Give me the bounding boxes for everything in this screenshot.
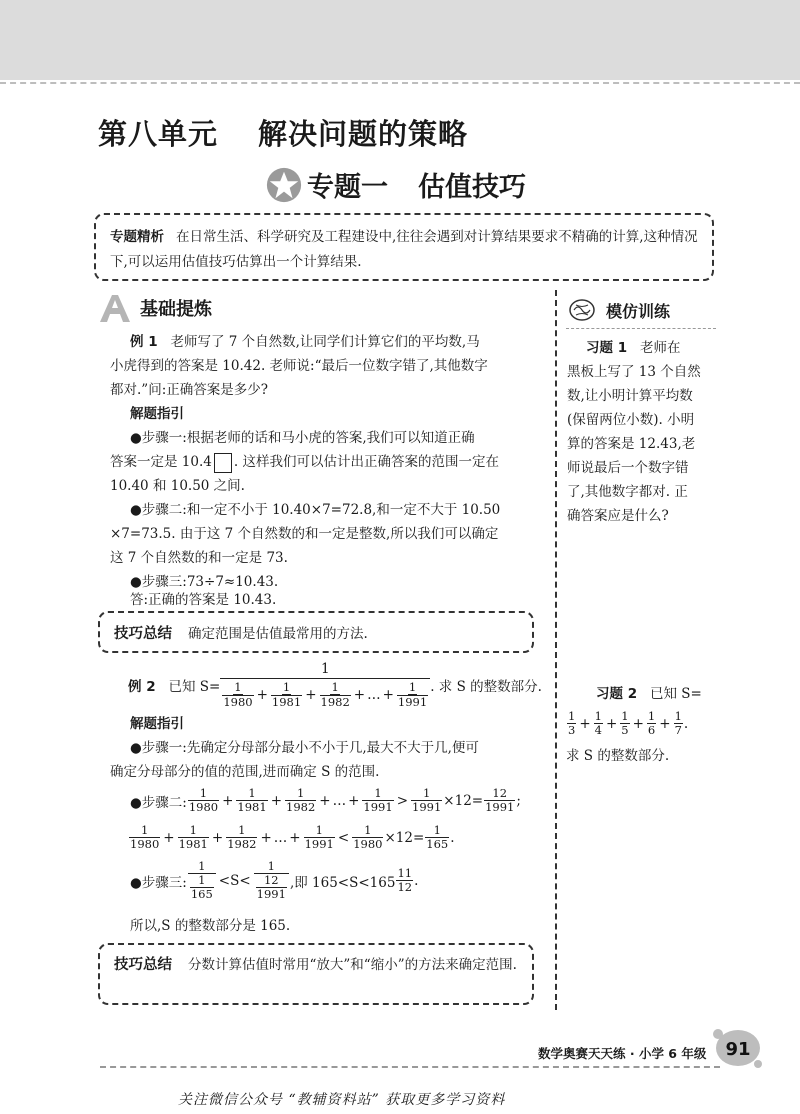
example1-step1a: ●步骤一:根据老师的话和马小虎的答案,我们可以知道正确 [130,430,475,446]
example1-step2b: ×7=73.5. 由于这 7 个自然数的和一定是整数,所以我们可以确定 [110,526,499,542]
star-icon [265,166,303,204]
exercise2-line3: 求 S 的整数部分. [566,748,670,764]
brain-icon [568,296,596,324]
example2-step3: ●步骤三: $\frac{1}{\frac{1}{165}}$ <S< $\frac{1}{\frac{12}{1991}}$ ,即 165<S<165 $\frac{11}{12}$ . [130,859,419,901]
exercise2-formula: $\frac{1}{3}$ + $\frac{1}{4}$ + $\frac{1}{5}$ + $\frac{1}{6}$ + $\frac{1}{7}$ . [568,709,689,737]
example1-line1: 例 1 老师写了 7 个自然数,让同学们计算它们的平均数,马 [130,334,480,350]
example2-step1a: ●步骤一:先确定分母部分最小不小于几,最大不大于几,便可 [130,740,479,756]
footer-book-title: 数学奥赛天天练 · 小学 6 年级 [538,1046,707,1061]
example2-step2-line2: $\frac{1}{1980}$ + $\frac{1}{1981}$ + $\frac{1}{1982}$ + … + $\frac{1}{1991}$ < $\frac{1}{1980}$ ×12= $\frac{1}{165}$ . [130,823,455,851]
example2-guide: 解题指引 [130,716,184,732]
tip-box-2 [98,943,534,1005]
example2-step1b: 确定分母部分的值的范围,进而确定 S 的范围. [110,764,380,780]
example1-step2a: ●步骤二:和一定不小于 10.40×7=72.8,和一定不大于 10.50 [130,502,501,518]
example1-step2c: 这 7 个自然数的和一定是 73. [110,550,288,566]
tip1-text: 确定范围是估值最常用的方法. [188,626,368,642]
example1-line2: 小虎得到的答案是 10.42. 老师说:“最后一位数字错了,其他数字 [110,358,488,374]
example1-step1b: 答案一定是 10.4 . 这样我们可以估计出正确答案的范围一定在 [110,450,499,474]
example2-step2-line1: ●步骤二: $\frac{1}{1980}$ + $\frac{1}{1981}$ + $\frac{1}{1982}$ + … + $\frac{1}{1991}$ > $\frac{1}{1991}$ ×12= $\frac{12}{1991}$ ; [130,786,521,814]
example1-answer: 答:正确的答案是 10.43. [130,592,277,608]
topic-title: 专题一 估值技巧 [265,165,526,204]
column-divider [555,290,557,1010]
top-dashed-rule [0,82,800,84]
unit-title: 第八单元 解决问题的策略 [98,117,469,151]
example1-step1c: 10.40 和 10.50 之间. [110,478,245,494]
exercise2-line1: 习题 2 已知 S= [596,686,702,702]
letter-a-icon [98,293,132,323]
exercise1-line1: 习题 1 老师在 [586,340,681,356]
tip-box-1 [98,611,534,653]
intro-box [94,213,714,281]
bottom-promo-text: 关注微信公众号 “教辅资料站” 获取更多学习资料 [178,1092,506,1108]
example2-statement: 例 2 已知 S= 1 $\frac{1}{1980}$ + $\frac{1}{1981}$ + $\frac{1}{1982}$ + … + $\frac{1}{1991}$ . 求 S 的整数部分. [128,661,542,709]
tip2-label: 技巧总结 [114,957,172,973]
exercise1-line5: 算的答案是 12.43,老 [567,436,696,452]
intro-label: 专题精析 [110,229,164,245]
section-main-header: 基础提炼 [98,293,212,323]
exercise1-line7: 了,其他数字都对. 正 [567,484,688,500]
tip1-label: 技巧总结 [114,625,172,642]
intro-text: 在日常生活、科学研究及工程建设中,往往会遇到对计算结果要求不精确的计算,这种情况下,可以运用估值技巧估算出一个计算结果. [110,229,698,270]
example1-line3: 都对.”问:正确答案是多少? [110,382,268,398]
section-side-header: 模仿训练 [568,296,670,324]
exercise1-line2: 黑板上写了 13 个自然 [567,364,701,380]
page-number: 91 [725,1039,751,1060]
example2-conclusion: 所以,S 的整数部分是 165. [130,918,291,934]
top-gray-band [0,0,800,80]
example1-guide: 解题指引 [130,406,184,422]
blank-box [214,453,232,473]
page-number-badge [712,1024,764,1070]
exercise1-line8: 确答案应是什么? [567,508,669,524]
side-header-rule [566,328,716,329]
example2-main-fraction: 1 $\frac{1}{1980}$ + $\frac{1}{1981}$ + $\frac{1}{1982}$ + … + $\frac{1}{1991}$ [221,660,429,709]
tip2-text: 分数计算估值时常用“放大”和“缩小”的方法来确定范围. [188,957,517,973]
exercise1-line6: 师说最后一个数字错 [567,460,689,476]
example1-step3: ●步骤三:73÷7≈10.43. [130,574,279,590]
exercise1-line4: (保留两位小数). 小明 [567,412,695,428]
footer-rule [100,1066,720,1068]
exercise1-line3: 数,让小明计算平均数 [567,388,693,404]
